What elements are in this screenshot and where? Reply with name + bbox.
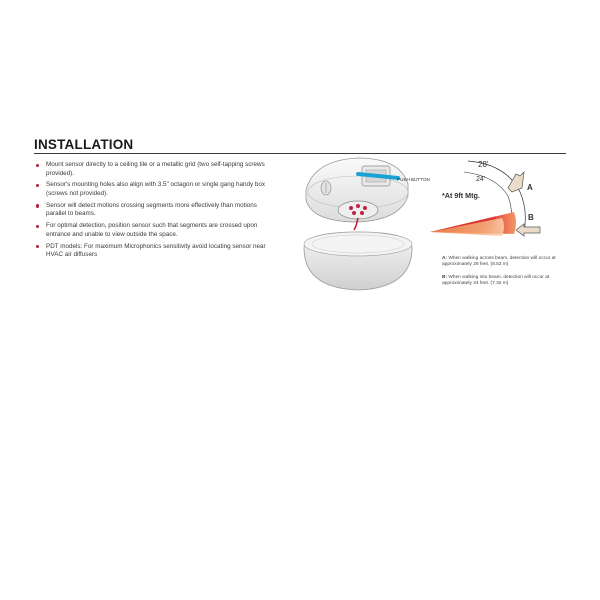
note-b xyxy=(442,275,562,287)
push-button-label: PUSH BUTTON xyxy=(397,177,430,182)
bullet-icon xyxy=(36,204,39,207)
mounting-height-label: *At 9ft Mtg. xyxy=(442,191,480,200)
arrow-b-icon xyxy=(516,224,540,236)
section-title: INSTALLATION xyxy=(34,137,134,152)
distance-inner-label: 24' xyxy=(476,176,486,183)
bullet-icon xyxy=(36,245,39,248)
installation-list xyxy=(36,161,272,263)
arrow-a-icon xyxy=(508,172,524,192)
bullet-icon xyxy=(36,164,39,167)
list-item xyxy=(36,161,272,178)
arrow-a-label: A xyxy=(527,183,533,192)
sensor-illustration xyxy=(296,152,441,297)
list-item xyxy=(36,243,272,260)
list-item-text: Sensor's mounting holes also align with 3.5" octagon or single gang handy box (screws not provided). xyxy=(46,181,266,197)
bullet-icon xyxy=(36,225,39,228)
detection-zone-orange xyxy=(430,218,504,236)
detection-pattern-diagram xyxy=(428,154,543,254)
note-a-text: When walking across beam, detection will occur at approximately 28 feet. (8.53 m) xyxy=(442,256,556,268)
list-item-text: Mount sensor directly to a ceiling tile or a metallic grid (two self-tapping screws provided). xyxy=(46,161,265,177)
list-item xyxy=(36,202,272,219)
list-item-text: Sensor will detect motions crossing segments more effectively than motions parallel to beams. xyxy=(46,201,257,218)
list-item xyxy=(36,222,272,239)
arrow-b-label: B xyxy=(528,213,534,222)
note-a-label: A: xyxy=(442,256,448,261)
note-a xyxy=(442,256,562,268)
note-b-label: B: xyxy=(442,275,448,280)
distance-outer-label: 28' xyxy=(478,160,489,169)
list-item-text: PDT models: For maximum Microphonics sensitivity avoid locating sensor near HVAC air diffusers xyxy=(46,242,266,259)
sensor-housing xyxy=(306,158,408,230)
bullet-icon xyxy=(36,184,39,187)
list-item xyxy=(36,181,272,198)
list-item-text: For optimal detection, position sensor such that segments are crossed upon entrance and unable to view outside the space. xyxy=(46,222,258,238)
sensor-dome xyxy=(304,232,412,290)
note-b-text: When walking into beam, detection will occur at approximately 24 feet. (7.32 m) xyxy=(442,275,550,287)
